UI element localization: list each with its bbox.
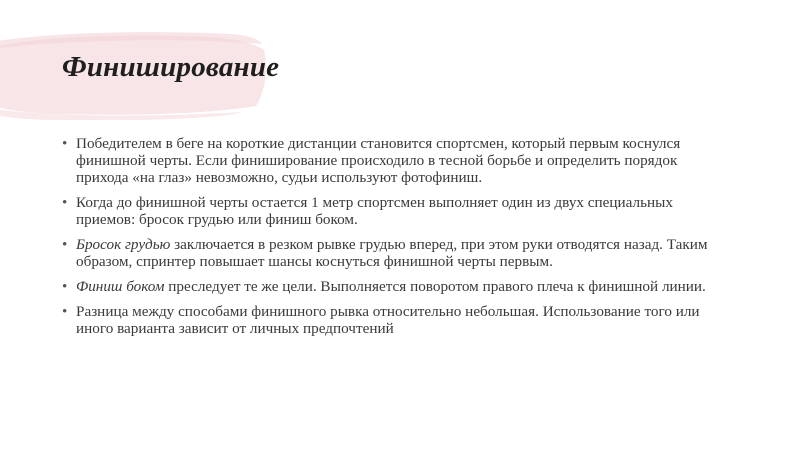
bullet-icon: • xyxy=(62,277,68,295)
slide-title: Финиширование xyxy=(62,51,280,83)
bullet-list xyxy=(62,136,732,346)
list-item-text: Разница между способами финишного рывка относительно небольшая. Использование того или иного варианта зависит от личных предпочтений xyxy=(76,302,700,337)
bullet-icon: • xyxy=(62,302,68,320)
bullet-icon: • xyxy=(62,193,68,211)
list-item xyxy=(62,195,732,229)
list-item-text: Когда до финишной черты остается 1 метр спортсмен выполняет один из двух специальных приемов: бросок грудью или финиш боком. xyxy=(76,193,673,228)
list-item-text: Победителем в беге на короткие дистанции становится спортсмен, который первым коснулся финишной черты. Если финиширование происходило в тесной борьбе и определить порядок прихода «на глаз» невозможно, судьи используют фотофиниш. xyxy=(76,135,681,186)
list-item xyxy=(62,279,732,296)
list-item xyxy=(62,237,732,271)
bullet-icon: • xyxy=(62,235,68,253)
list-item-text: заключается в резком рывке грудью вперед, при этом руки отводятся назад. Таким образом, спринтер повышает шансы коснуться финишной черты первым. xyxy=(76,235,708,270)
list-item xyxy=(62,136,732,186)
list-item xyxy=(62,304,732,338)
bullet-icon: • xyxy=(62,135,68,152)
list-item-text: преследует те же цели. Выполняется поворотом правого плеча к финишной линии. xyxy=(164,277,706,295)
list-item-emphasis: Бросок грудью xyxy=(76,235,171,253)
list-item-emphasis: Финиш боком xyxy=(76,277,165,295)
